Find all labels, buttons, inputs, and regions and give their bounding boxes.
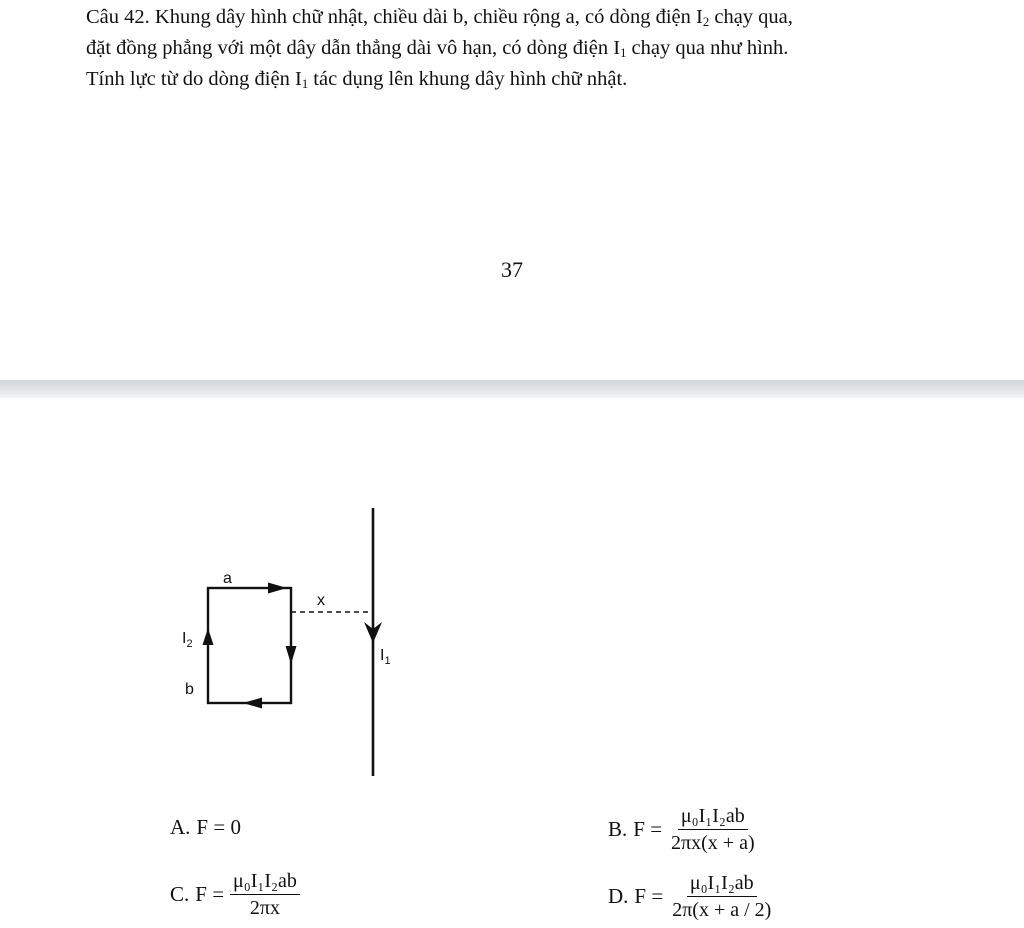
label-x: x: [317, 592, 325, 609]
answer-a[interactable]: [170, 815, 241, 840]
question-line-3-end: tác dụng lên khung dây hình chữ nhật.: [308, 68, 628, 90]
rectangular-loop: [208, 588, 291, 703]
subscript: 1: [620, 46, 627, 61]
answer-b-lhs: F =: [633, 817, 663, 841]
answer-d-letter: D.: [608, 884, 629, 908]
label-I1: [380, 647, 391, 667]
answer-a-letter: A.: [170, 815, 191, 839]
answer-b-fraction: [668, 805, 758, 854]
page-number: 37: [501, 257, 523, 282]
label-I2-subscript: 2: [186, 638, 193, 650]
answer-c[interactable]: [170, 870, 300, 919]
answer-d[interactable]: [608, 872, 774, 921]
label-b: b: [185, 681, 194, 698]
question-line-2-text: đặt đồng phẳng với một dây dẫn thẳng dài vô hạn, có dòng điện I: [86, 37, 621, 59]
label-I1-letter: I: [380, 647, 385, 664]
label-a: a: [223, 570, 232, 587]
answer-a-formula: F = 0: [196, 815, 241, 839]
question-line-2-end: chạy qua như hình.: [626, 37, 789, 59]
answer-b-letter: B.: [608, 817, 628, 841]
answer-d-denominator: 2π(x + a / 2): [672, 899, 772, 921]
answer-b-denominator: 2πx(x + a): [671, 832, 755, 854]
question-line-3-text: Tính lực từ do dòng điện I: [86, 68, 302, 90]
question-line-1-text: Câu 42. Khung dây hình chữ nhật, chiều dài b, chiều rộng a, có dòng điện I: [86, 6, 703, 28]
bottom-arrow-icon: [243, 698, 262, 709]
label-I2-letter: I: [182, 630, 187, 647]
answer-d-lhs: F =: [634, 884, 664, 908]
question-line-1-end: chạy qua,: [709, 6, 793, 28]
top-arrow-icon: [268, 583, 287, 594]
answer-c-numerator: μ₀I₁I₂ab: [230, 870, 300, 895]
answer-d-fraction: [669, 872, 774, 921]
subscript: 2: [702, 15, 710, 30]
answer-c-letter: C.: [170, 882, 190, 906]
label-I1-subscript: 1: [384, 655, 391, 667]
left-arrow-icon: [203, 628, 214, 645]
right-arrow-icon: [286, 646, 297, 664]
subscript: 1: [301, 77, 309, 92]
answer-b[interactable]: [608, 805, 758, 854]
answer-c-fraction: [230, 870, 300, 919]
answer-d-numerator: μ₀I₁I₂ab: [687, 872, 757, 897]
answer-b-numerator: μ₀I₁I₂ab: [678, 805, 748, 830]
answer-c-lhs: F =: [195, 882, 225, 906]
label-I2: [182, 630, 193, 650]
answer-c-denominator: 2πx: [249, 897, 281, 919]
